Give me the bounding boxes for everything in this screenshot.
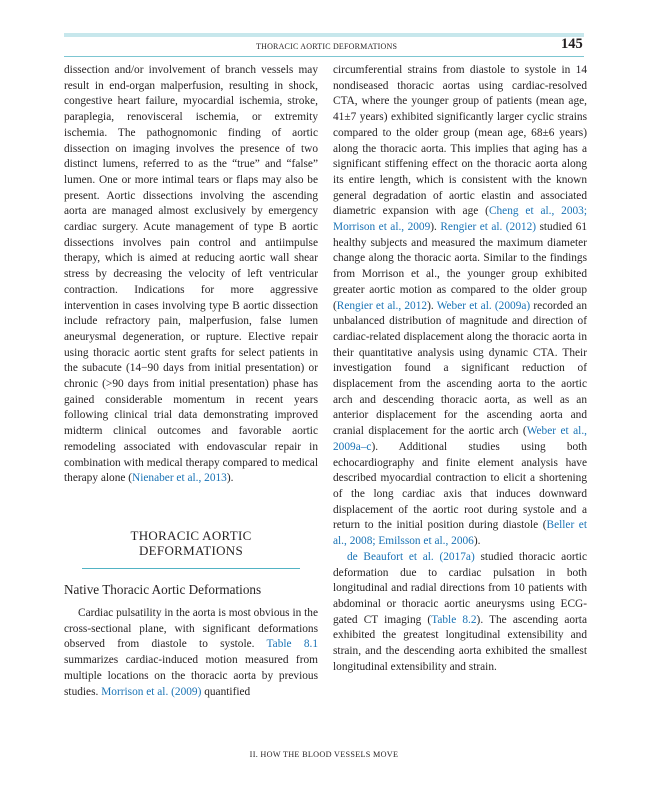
page-number: 145 <box>561 36 583 52</box>
citation-rengier-2012a[interactable]: Rengier et al. (2012) <box>440 221 537 234</box>
footer-part-title: II. HOW THE BLOOD VESSELS MOVE <box>249 750 399 759</box>
text: dissection and/or involvement of branch vessels may result in end-organ malperfusion, resulting in shock, congestive heart failure, myocardial ischemia, stroke, paraplegia, renovisceral ischemia, or extremity ischemia. The pathognomonic finding of aortic dissection on imaging involves the presence of two distinct lumens, referred to as the “true” and “false” lumen. One or more intimal tears or flaps may also be present. Aortic dissections involving the ascending aorta are managed almost exclusively by emergency cardiac surgery. Acute management of type B aortic dissections involves pain control and antiimpulse therapy, which is aimed at reducing aortic wall shear stress by decreasing the velocity of left ventricular contraction. Indications for more aggressive intervention in cases involving type B aortic dissection include refractory pain, malperfusion, false lumen aneurysmal degeneration, or rupture. Elective repair using thoracic aortic stent grafts for select patients in the subacute (14−90 days from initial presentation) or chronic (>90 days from initial presentation) phase has gained considerable momentum in recent years following clinical trial data demonstrating improved midterm clinical outcomes and favorable aortic remodeling associated with endovascular repair in combination with medical therapy compared to medical therapy alone ( <box>64 64 318 485</box>
section-heading-line: DEFORMATIONS <box>138 543 243 559</box>
text: Cardiac pulsatility in the aorta is most obvious in the cross-sectional plane, with significant deformations observed from diastole to systole. <box>64 606 318 651</box>
citation-nienaber-2013[interactable]: Nienaber et al., 2013 <box>132 472 227 485</box>
text: quantified <box>201 685 251 698</box>
table-link-8-2[interactable]: Table 8.2 <box>431 613 477 626</box>
text: ). The ascending aorta exhibited the greatest longitudinal extensibility and strain, and the descending aorta exhibited the smallest longitudinal extensibility and strain. <box>333 613 587 673</box>
text: ). <box>473 535 481 548</box>
citation-cheng-morrison[interactable]: Cheng et al., 2003; Morrison et al., 2009 <box>333 205 587 234</box>
section-heading-rule <box>82 568 300 569</box>
text: recorded an unbalanced distribution of magnitude and direction of cardiac-related displacement along the thoracic aorta in their quantitative analysis using dynamic CTA. Their investigation found a significant reduction of displacement from the ascending aorta to the aortic arch and descending thoracic aorta, as well as an anterior displacement for the ascending aorta and cranial displacement for the aortic arch ( <box>333 299 588 438</box>
header-rule <box>64 56 584 57</box>
text: ). <box>427 299 437 312</box>
citation-morrison-2009[interactable]: Morrison et al. (2009) <box>101 685 202 698</box>
left-column <box>64 63 318 700</box>
table-link-8-1[interactable]: Table 8.1 <box>266 638 318 651</box>
text: studied thoracic aortic deformation due to cardiac pulsation in both longitudinal and radial directions from 10 patients with abdominal or thoracic aortic aneurysms using ECG-gated CT imaging ( <box>333 550 587 626</box>
text: summarizes cardiac-induced motion measured from multiple locations on the thoracic aorta by previous studies. <box>64 654 318 698</box>
citation-weber-2009a[interactable]: Weber et al. (2009a) <box>436 299 531 312</box>
paragraph-de-beaufort <box>333 550 587 676</box>
citation-weber-2009a-c[interactable]: Weber et al., 2009a–c <box>333 425 587 453</box>
text: circumferential strains from diastole to systole in 14 nondiseased thoracic aortas using cardiac-resolved CTA, where the younger group of patients (mean age, 41±7 years) exhibited significantly larger cyclic strains compared to the older group (mean age, 68±6 years) along the thoracic aorta. This implies that aging has a significant stiffening effect on the thoracic aorta along its entire length, which is consistent with the known general degradation of aortic elastin and associated diametric expansion with age ( <box>333 64 587 218</box>
text: studied 61 healthy subjects and measured the maximum diameter change along the thoracic aorta. Similar to the findings from Morrison et al., the younger group exhibited greater aortic motion as compared to the older group ( <box>333 221 588 312</box>
text: ). Additional studies using both echocardiography and finite element analysis have described myocardial contraction to elicit a shortening of the long cardiac axis that induces downward displacement of the aortic root during systole and a return to the initial position during diastole ( <box>333 440 587 532</box>
paragraph-cardiac-pulsatility <box>64 606 318 700</box>
running-title: THORACIC AORTIC DEFORMATIONS <box>256 42 398 51</box>
text: ). <box>430 221 441 234</box>
paragraph-circumferential-strains <box>333 63 587 550</box>
citation-rengier-2012b[interactable]: Rengier et al., 2012 <box>336 299 428 312</box>
section-heading-line: THORACIC AORTIC <box>130 527 252 543</box>
paragraph-aortic-dissection <box>64 63 318 487</box>
section-heading <box>64 528 318 559</box>
right-column <box>333 63 587 675</box>
header-accent-bar <box>64 33 584 37</box>
citation-de-beaufort-2017a[interactable]: de Beaufort et al. (2017a) <box>347 550 475 563</box>
text: ). <box>226 472 234 485</box>
citation-beller-emilsson[interactable]: Beller et al., 2008; Emilsson et al., 2006 <box>333 519 587 548</box>
subsection-heading: Native Thoracic Aortic Deformations <box>64 581 262 597</box>
